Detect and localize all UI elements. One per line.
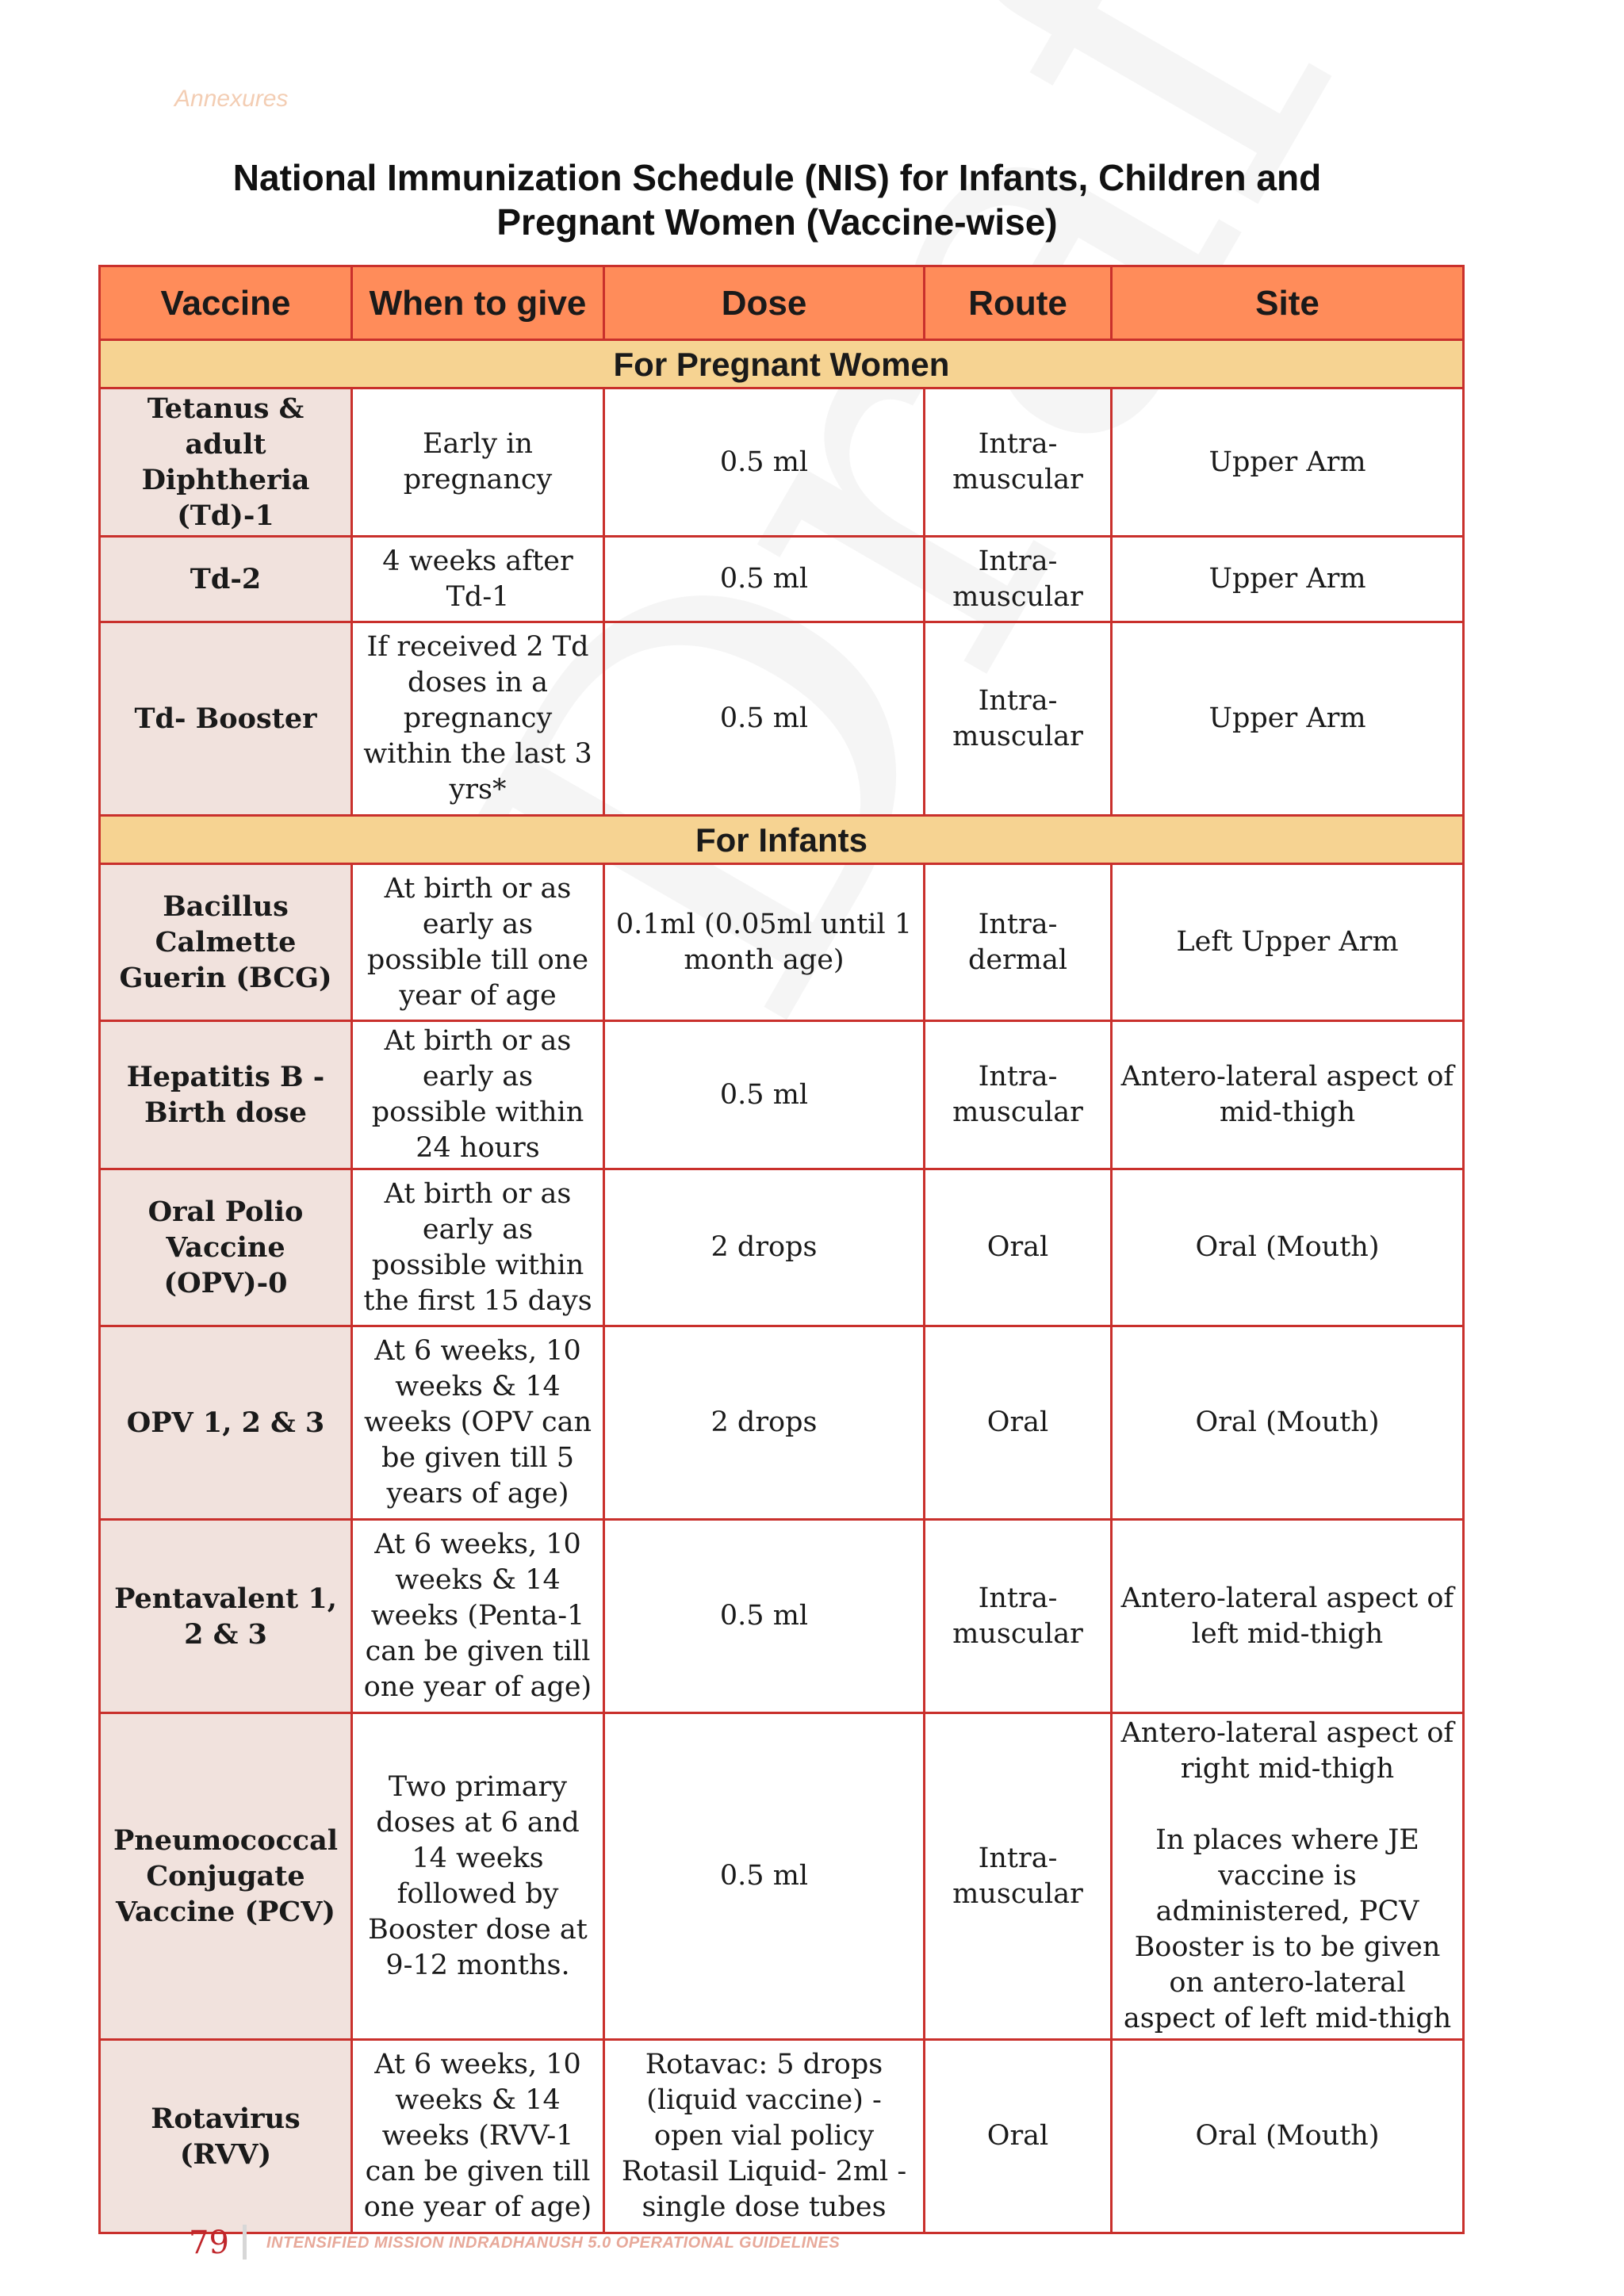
dose-cell: 2 drops: [604, 1326, 925, 1520]
dose-cell: 0.5 ml: [604, 1520, 925, 1713]
table-row: [100, 1021, 1464, 1169]
footer-divider: [243, 2225, 247, 2260]
vaccine-cell: Tetanus & adult Diphtheria (Td)-1: [100, 388, 352, 537]
table-row: [100, 622, 1464, 816]
when-cell: If received 2 Td doses in a pregnancy within the last 3 yrs*: [352, 622, 604, 816]
section-label: Annexures: [174, 86, 289, 112]
route-cell: Intra- muscular: [925, 537, 1112, 622]
site-cell: Oral (Mouth): [1112, 2040, 1464, 2233]
site-cell: Antero-lateral aspect of mid-thigh: [1112, 1021, 1464, 1169]
vaccine-cell: Oral Polio Vaccine (OPV)-0: [100, 1169, 352, 1326]
when-cell: At birth or as early as possible within 24 hours: [352, 1021, 604, 1169]
column-header-site: Site: [1112, 266, 1464, 340]
site-cell: [1112, 1713, 1464, 2040]
route-cell: Oral: [925, 1326, 1112, 1520]
site-cell: Oral (Mouth): [1112, 1326, 1464, 1520]
dose-cell: 0.5 ml: [604, 1021, 925, 1169]
table-row: [100, 537, 1464, 622]
route-cell: Intra- dermal: [925, 864, 1112, 1021]
when-cell: At birth or as early as possible within the first 15 days: [352, 1169, 604, 1326]
site-cell: Antero-lateral aspect of left mid-thigh: [1112, 1520, 1464, 1713]
table-row: [100, 864, 1464, 1021]
immunization-schedule-table: [98, 265, 1465, 2234]
dose-cell: 0.5 ml: [604, 388, 925, 537]
route-cell: Intra- muscular: [925, 1520, 1112, 1713]
column-header-when: When to give: [352, 266, 604, 340]
table-row: [100, 1169, 1464, 1326]
dose-cell: 0.5 ml: [604, 622, 925, 816]
table-row: [100, 1326, 1464, 1520]
dose-cell: 0.5 ml: [604, 1713, 925, 2040]
when-cell: Two primary doses at 6 and 14 weeks followed by Booster dose at 9-12 months.: [352, 1713, 604, 2040]
page-title: [0, 155, 1554, 244]
title-line-2: Pregnant Women (Vaccine-wise): [496, 201, 1058, 243]
vaccine-cell: Pneumococcal Conjugate Vaccine (PCV): [100, 1713, 352, 2040]
vaccine-cell: Td-2: [100, 537, 352, 622]
section-title: For Infants: [100, 816, 1464, 864]
route-cell: Oral: [925, 2040, 1112, 2233]
dose-cell: Rotavac: 5 drops (liquid vaccine) - open vial policy Rotasil Liquid- 2ml - single dose tubes: [604, 2040, 925, 2233]
route-cell: Intra- muscular: [925, 388, 1112, 537]
when-cell: At 6 weeks, 10 weeks & 14 weeks (OPV can be given till 5 years of age): [352, 1326, 604, 1520]
site-note: In places where JE vaccine is administered, PCV Booster is to be given on antero-lateral aspect of left mid-thigh: [1123, 1824, 1452, 2034]
footer-running-title: INTENSIFIED MISSION INDRADHANUSH 5.0 OPERATIONAL GUIDELINES: [266, 2234, 841, 2252]
when-cell: At 6 weeks, 10 weeks & 14 weeks (RVV-1 can be given till one year of age): [352, 2040, 604, 2233]
site-cell: Upper Arm: [1112, 537, 1464, 622]
vaccine-cell: Bacillus Calmette Guerin (BCG): [100, 864, 352, 1021]
route-cell: Intra- muscular: [925, 1021, 1112, 1169]
when-cell: 4 weeks after Td-1: [352, 537, 604, 622]
when-cell: At birth or as early as possible till one year of age: [352, 864, 604, 1021]
site-cell: Oral (Mouth): [1112, 1169, 1464, 1326]
site-cell: Left Upper Arm: [1112, 864, 1464, 1021]
table-row: [100, 2040, 1464, 2233]
when-cell: At 6 weeks, 10 weeks & 14 weeks (Penta-1 can be given till one year of age): [352, 1520, 604, 1713]
vaccine-cell: Hepatitis B - Birth dose: [100, 1021, 352, 1169]
title-line-1: National Immunization Schedule (NIS) for Infants, Children and: [232, 157, 1322, 198]
table-row: [100, 388, 1464, 537]
when-cell: Early in pregnancy: [352, 388, 604, 537]
vaccine-cell: Rotavirus (RVV): [100, 2040, 352, 2233]
route-cell: Intra- muscular: [925, 622, 1112, 816]
column-header-route: Route: [925, 266, 1112, 340]
section-row-pregnant-women: [100, 340, 1464, 388]
vaccine-cell: Td- Booster: [100, 622, 352, 816]
site-text: Antero-lateral aspect of right mid-thigh: [1120, 1717, 1454, 1785]
table-header-row: [100, 266, 1464, 340]
site-cell: Upper Arm: [1112, 622, 1464, 816]
route-cell: Oral: [925, 1169, 1112, 1326]
dose-cell: 0.5 ml: [604, 537, 925, 622]
table-row: [100, 1713, 1464, 2040]
dose-cell: 2 drops: [604, 1169, 925, 1326]
page-number: 79: [189, 2225, 229, 2261]
section-row-infants: [100, 816, 1464, 864]
site-cell: Upper Arm: [1112, 388, 1464, 537]
route-cell: Intra- muscular: [925, 1713, 1112, 2040]
section-title: For Pregnant Women: [100, 340, 1464, 388]
vaccine-cell: Pentavalent 1, 2 & 3: [100, 1520, 352, 1713]
vaccine-cell: OPV 1, 2 & 3: [100, 1326, 352, 1520]
column-header-dose: Dose: [604, 266, 925, 340]
column-header-vaccine: Vaccine: [100, 266, 352, 340]
table-row: [100, 1520, 1464, 1713]
dose-cell: 0.1ml (0.05ml until 1 month age): [604, 864, 925, 1021]
